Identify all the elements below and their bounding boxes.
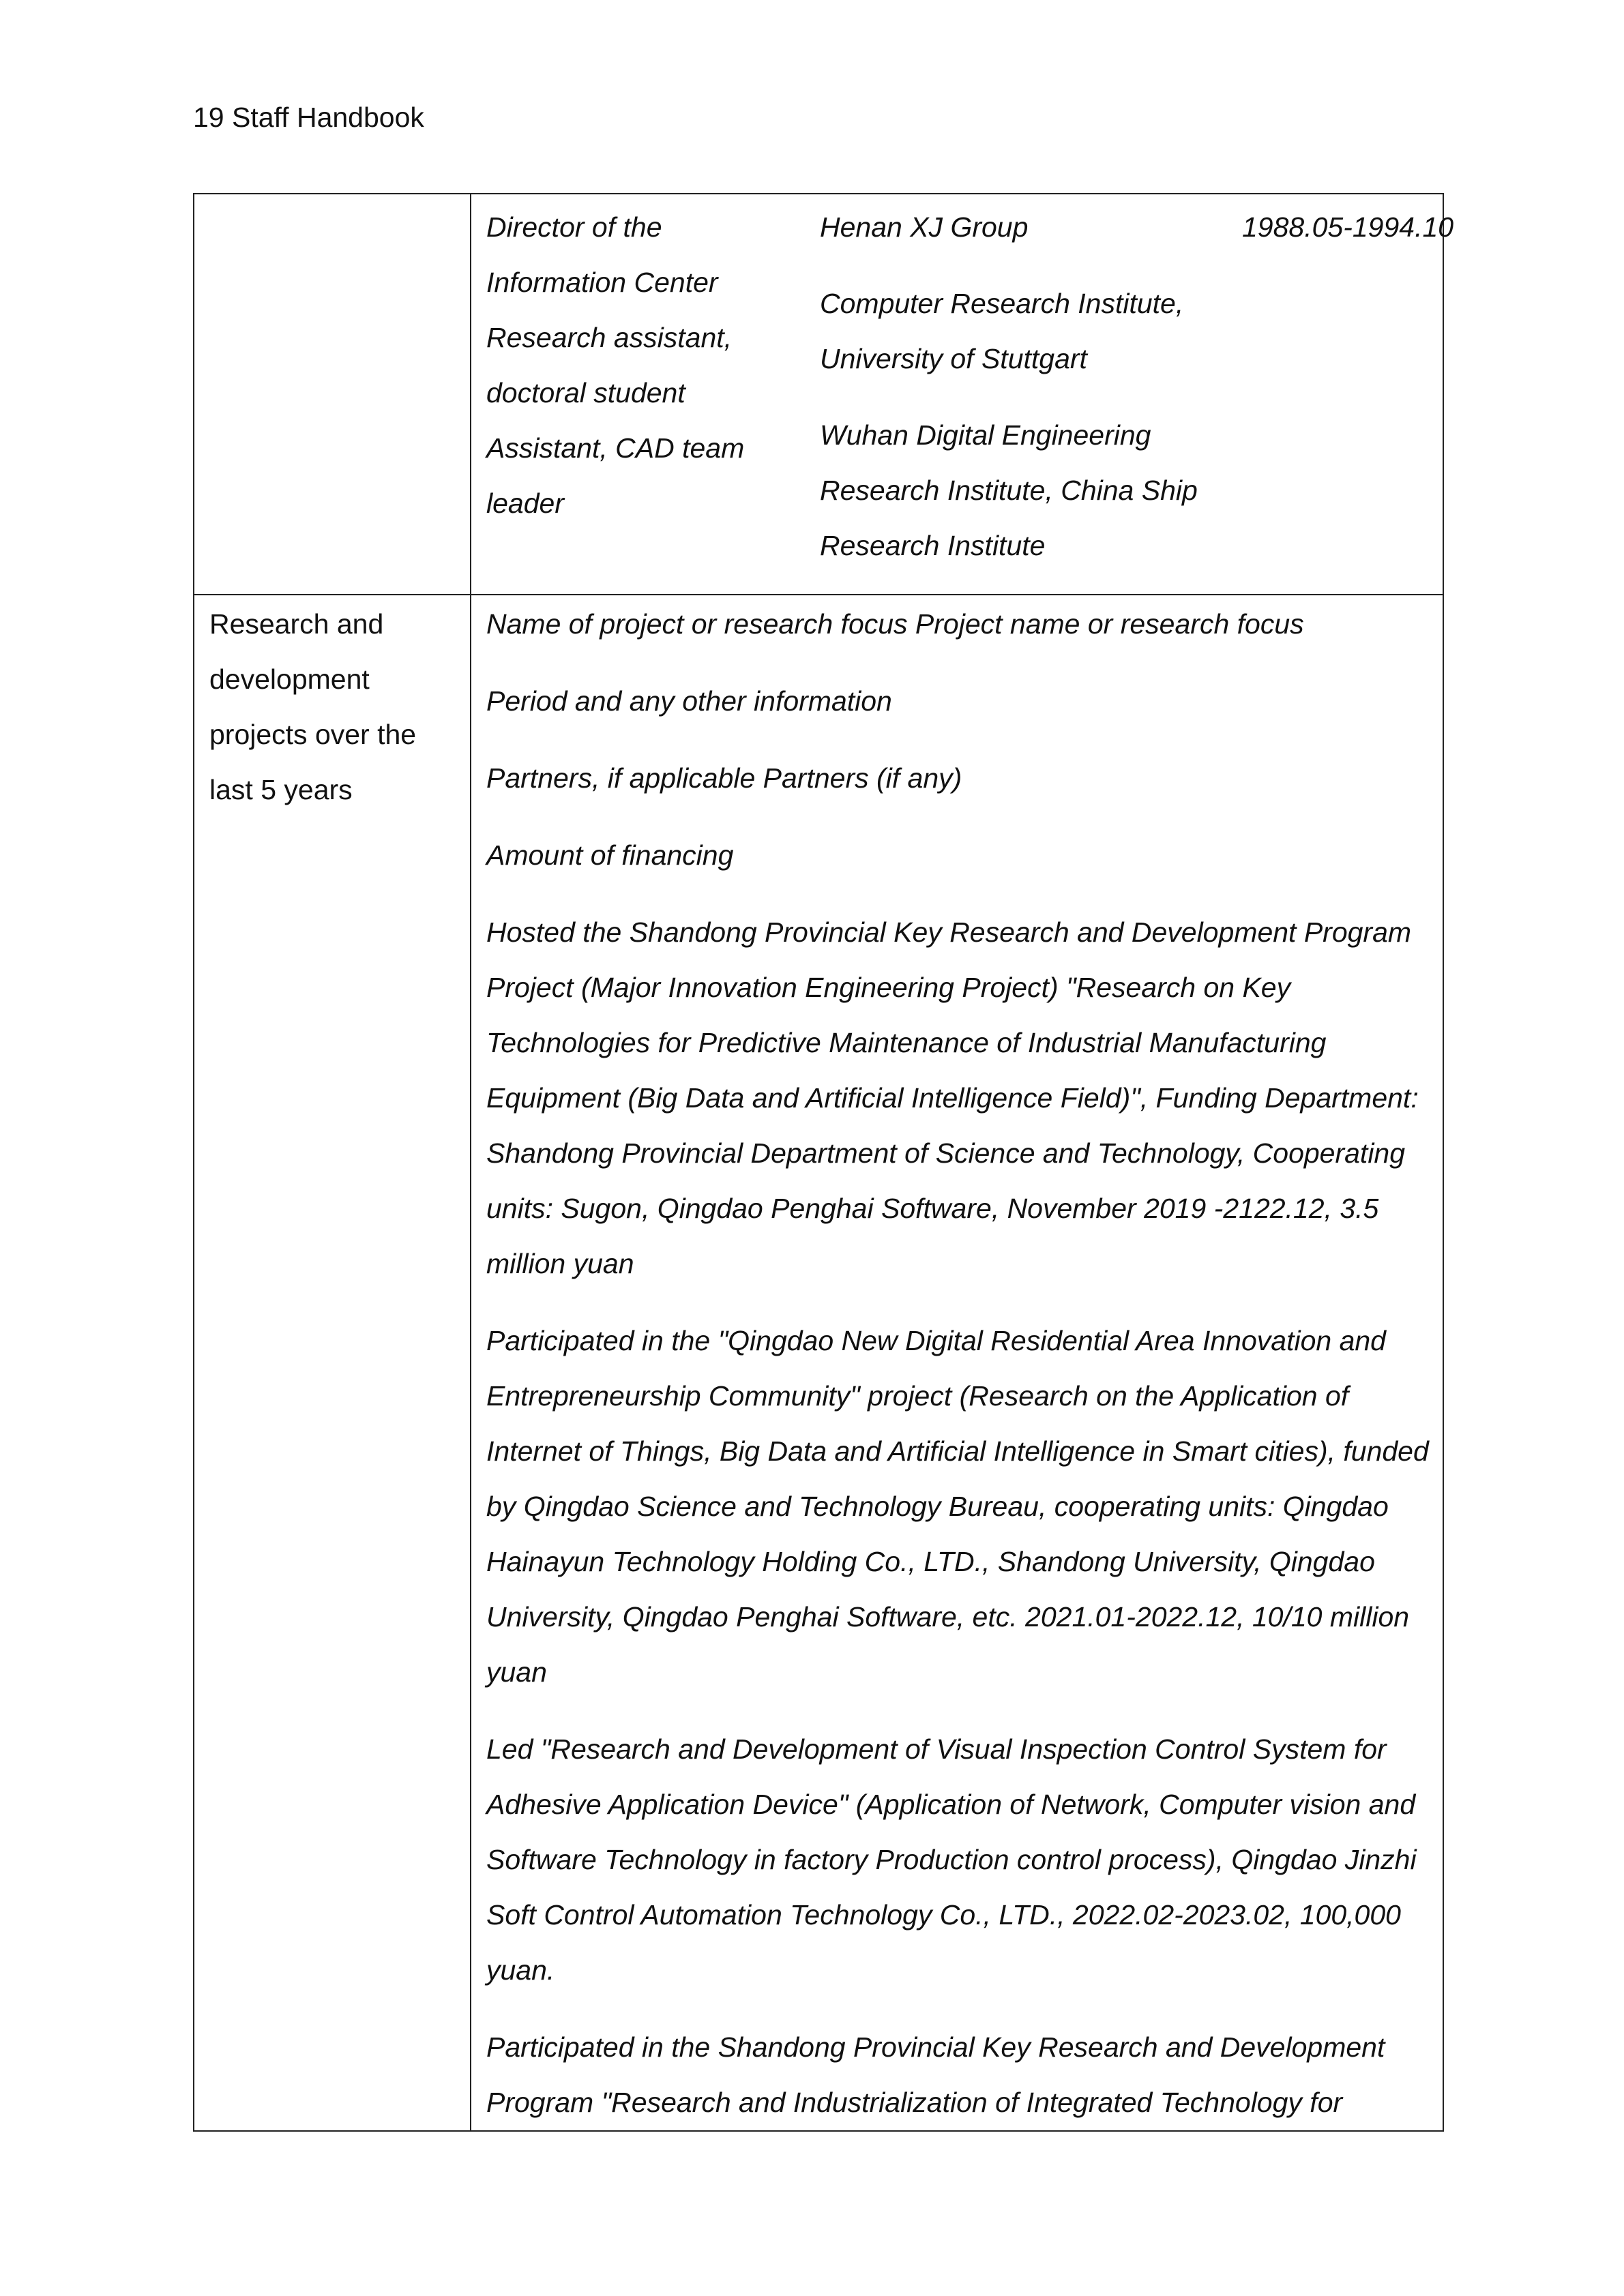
projects-label-cell — [194, 595, 471, 2131]
projects-body-cell — [471, 595, 1443, 2131]
project-paragraph: Participated in the Shandong Provincial Key Research and Development Program "Research and Industrialization of Integrated Technology for — [486, 2031, 1385, 2118]
organizations-column — [820, 194, 1202, 573]
career-row — [194, 194, 1443, 595]
project-paragraph: Amount of financing — [486, 839, 734, 871]
projects-row — [194, 595, 1443, 2131]
period-item: 1988.05-1994.10 — [1242, 211, 1454, 243]
page-header: 19 Staff Handbook — [193, 102, 424, 133]
organization-item: Wuhan Digital Engineering Research Institute, China Ship Research Institute — [820, 419, 1198, 561]
project-paragraph: Name of project or research focus Project name or research focus — [486, 608, 1304, 640]
project-paragraph: Hosted the Shandong Provincial Key Research and Development Program Project (Major Innovation Engineering Project) "Research on Key Technologies for Predictive Maintenance of Industrial Manufacturing Equipment (Big Data and Artificial Intelligence Field)", Funding Department: Shandong Provincial Department of Science and Technology, Cooperating units: Sugon, Qingdao Penghai Software, November 2019 -2122.12, 3.5 million yuan — [486, 916, 1419, 1279]
position-item: Assistant, CAD team leader — [486, 432, 745, 519]
project-paragraph: Participated in the "Qingdao New Digital Residential Area Innovation and Entrepreneurship Community" project (Research on the Application of Internet of Things, Big Data and Artificial Intelligence in Smart cities), funded by Qingdao Science and Technology Bureau, cooperating units: Qingdao Hainayun Technology Holding Co., LTD., Shandong University, Qingdao University, Qingdao Penghai Software, etc. 2021.01-2022.12, 10/10 million yuan — [486, 1325, 1429, 1688]
project-paragraph: Led "Research and Development of Visual Inspection Control System for Adhesive Application Device" (Application of Network, Computer vision and Software Technology in factory Production control process), Qingdao Jinzhi Soft Control Automation Technology Co., LTD., 2022.02-2023.02, 100,000 yuan. — [486, 1733, 1417, 1986]
position-item: Research assistant, doctoral student — [486, 322, 733, 408]
career-body-cell — [471, 194, 1454, 595]
organization-item: Henan XJ Group — [820, 211, 1029, 243]
project-paragraph: Partners, if applicable Partners (if any) — [486, 762, 962, 794]
project-paragraph: Period and any other information — [486, 685, 892, 717]
period-column — [1242, 194, 1454, 255]
positions-column — [486, 194, 800, 531]
staff-info-table — [193, 193, 1454, 2132]
career-label-cell — [194, 194, 471, 595]
career-grid — [471, 194, 1454, 594]
projects-label: Research and development projects over the last 5 years — [209, 608, 417, 805]
position-item: Director of the Information Center — [486, 211, 718, 298]
organization-item: Computer Research Institute, University of Stuttgart — [820, 288, 1184, 374]
